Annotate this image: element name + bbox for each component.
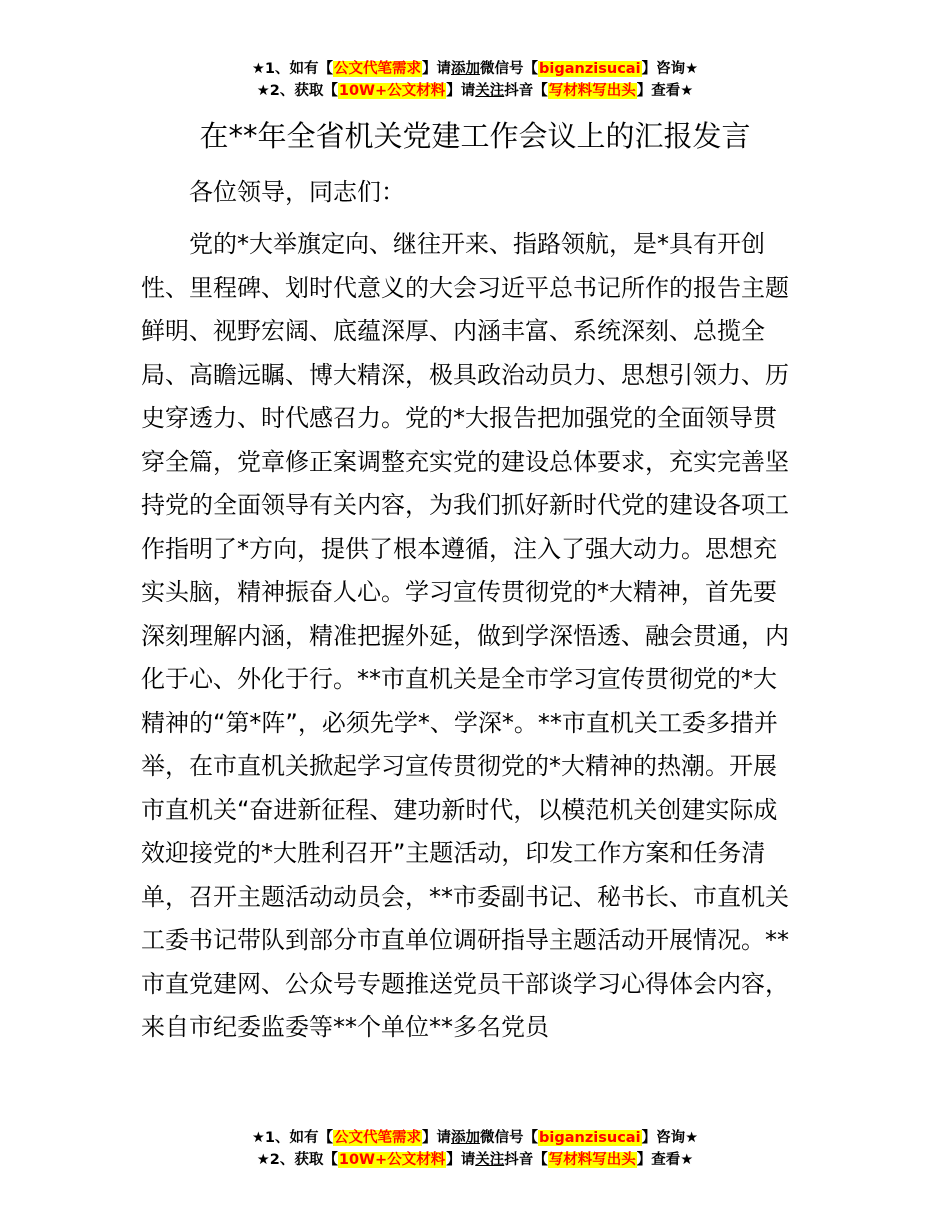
banner-highlight: biganzisucai <box>539 1130 641 1146</box>
paragraph-line: 鲜明、视野宏阔、底蕴深厚、内涵丰富、系统深刻、总揽全 <box>141 317 765 345</box>
banner-text: 】请 <box>422 1130 452 1146</box>
banner-underline: 添加 <box>451 61 481 77</box>
banner-text: 】咨询★ <box>641 1130 699 1146</box>
salutation-text: 各位领导，同志们： <box>189 178 405 206</box>
paragraph-line: 作指明了*方向，提供了根本遵循，注入了强大动力。思想充 <box>141 534 777 563</box>
banner-text: 抖音【 <box>504 1152 548 1168</box>
paragraph-line: 来自市纪委监委等**个单位**多名党员 <box>141 1013 549 1041</box>
paragraph-line: 举，在市直机关掀起学习宣传贯彻党的*大精神的热潮。开展 <box>141 752 777 780</box>
banner-line-1 <box>0 58 950 80</box>
banner-text: ★1、如有【 <box>251 1130 334 1146</box>
footer-banner <box>0 1127 950 1171</box>
paragraph-line: 性、里程碑、划时代意义的大会习近平总书记所作的报告主题 <box>141 273 789 302</box>
paragraph-line: 效迎接党的*大胜利召开”主题活动，印发工作方案和任务清 <box>141 839 766 867</box>
banner-highlight: 公文代笔需求 <box>334 1130 422 1146</box>
banner-highlight: 10W+公文材料 <box>338 83 446 99</box>
paragraph-line: 深刻理解内涵，精准把握外延，做到学深悟透、融会贯通，内 <box>141 621 789 650</box>
banner-text: 】请 <box>422 61 452 77</box>
banner-text: 】咨询★ <box>641 61 699 77</box>
banner-line-2 <box>0 80 950 102</box>
banner-text: 】查看★ <box>636 1152 694 1168</box>
paragraph-line: 局、高瞻远瞩、博大精深，极具政治动员力、思想引领力、历 <box>141 360 789 389</box>
paragraph-line: 史穿透力、时代感召力。党的*大报告把加强党的全面领导贯 <box>141 404 777 432</box>
banner-text: ★2、获取【 <box>256 83 338 99</box>
salutation <box>141 171 813 215</box>
document-title: 在**年全省机关党建工作会议上的汇报发言 <box>199 119 751 153</box>
banner-line-1 <box>0 1127 950 1149</box>
paragraph-line: 单，召开主题活动动员会，**市委副书记、秘书长、市直机关 <box>141 882 789 911</box>
paragraph-line: 持党的全面领导有关内容，为我们抓好新时代党的建设各项工 <box>141 491 789 519</box>
banner-underline: 关注 <box>475 1152 505 1168</box>
banner-highlight: biganzisucai <box>539 61 641 77</box>
banner-text: ★2、获取【 <box>256 1152 338 1168</box>
paragraph-line: 精神的“第*阵”，必须先学*、学深*。**市直机关工委多措并 <box>141 708 778 737</box>
header-banner <box>0 58 950 102</box>
banner-text: 抖音【 <box>504 83 548 99</box>
banner-text: 】查看★ <box>636 83 694 99</box>
banner-line-2 <box>0 1149 950 1171</box>
paragraph-line: 党的*大举旗定向、继往开来、指路领航，是*具有开创 <box>189 230 765 258</box>
banner-underline: 添加 <box>451 1130 481 1146</box>
banner-highlight: 10W+公文材料 <box>338 1152 446 1168</box>
paragraph-line: 市直党建网、公众号专题推送党员干部谈学习心得体会内容， <box>141 969 789 998</box>
banner-highlight: 写材料写出头 <box>548 83 636 99</box>
banner-text: ★1、如有【 <box>251 61 334 77</box>
paragraph-line: 工委书记带队到部分市直单位调研指导主题活动开展情况。** <box>141 926 789 954</box>
banner-text: 】请 <box>446 1152 476 1168</box>
banner-underline: 关注 <box>475 83 505 99</box>
paragraph-line: 实头脑，精神振奋人心。学习宣传贯彻党的*大精神，首先要 <box>141 578 777 606</box>
paragraph-line: 穿全篇，党章修正案调整充实党的建设总体要求，充实完善坚 <box>141 447 789 476</box>
banner-text: 微信号【 <box>480 61 539 77</box>
body-paragraph <box>141 223 813 1050</box>
paragraph-line: 市直机关“奋进新征程、建功新时代，以模范机关创建实际成 <box>141 795 778 824</box>
banner-text: 微信号【 <box>480 1130 539 1146</box>
banner-highlight: 公文代笔需求 <box>334 61 422 77</box>
banner-text: 】请 <box>446 83 476 99</box>
banner-highlight: 写材料写出头 <box>548 1152 636 1168</box>
paragraph-line: 化于心、外化于行。**市直机关是全市学习宣传贯彻党的*大 <box>141 665 777 693</box>
